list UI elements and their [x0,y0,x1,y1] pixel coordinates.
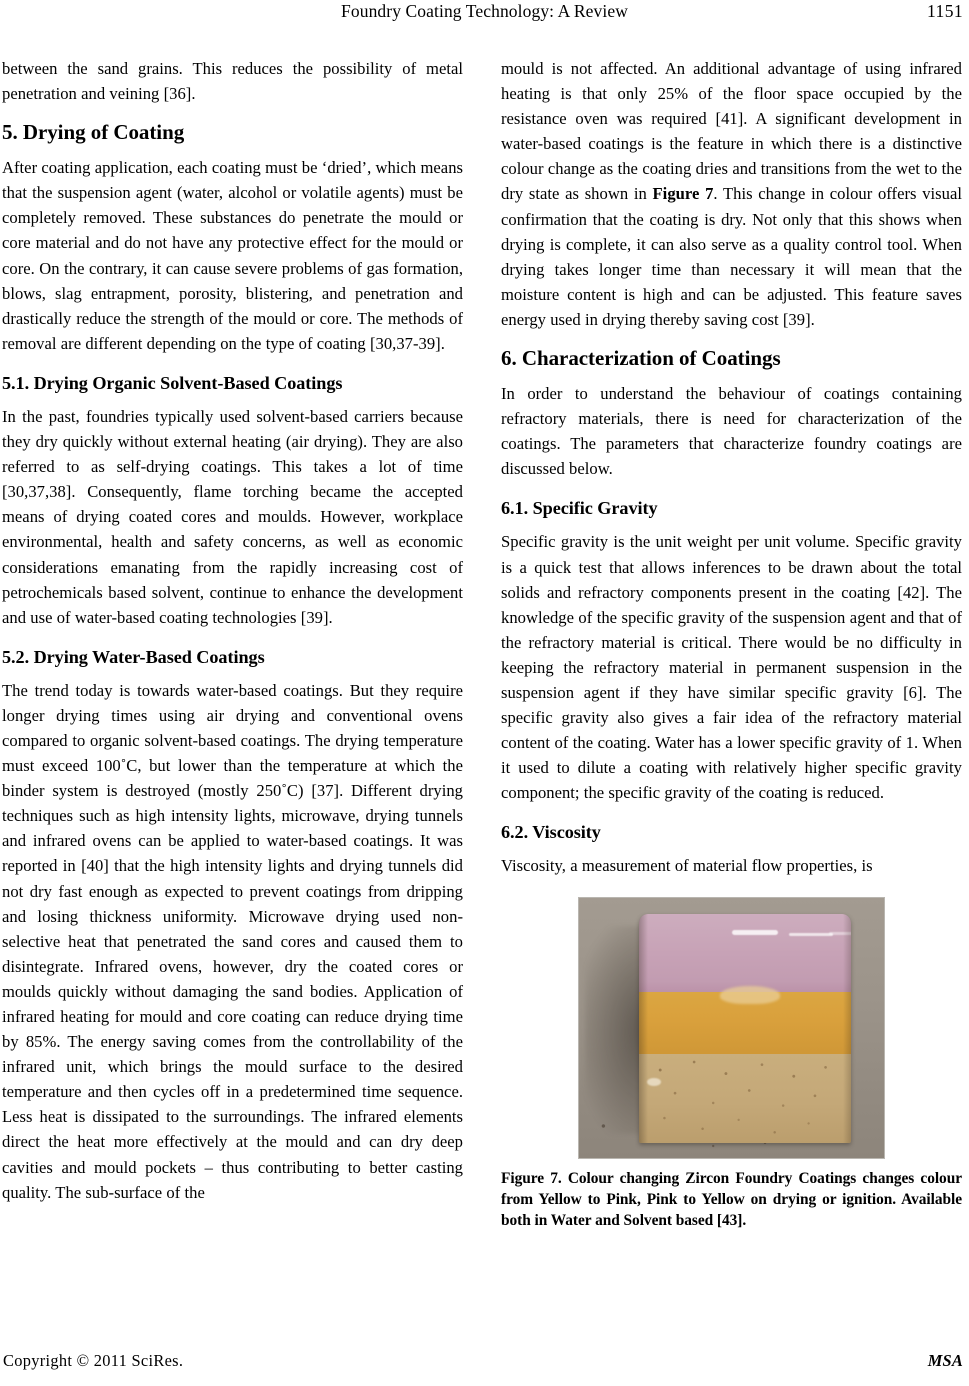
sand-body-layer [639,1054,851,1143]
heading-section-6-2: 6.2. Viscosity [501,822,601,843]
figure-7-photo [578,897,885,1159]
paragraph-section-6: In order to understand the behaviour of coatings containing refractory materials, there is need for characterization of the coatings. The parameters that characterize foundry coatings are discussed below. [501,384,962,479]
paragraph-section-5-1: In the past, foundries typically used solvent-based carriers because they dry quickly without external heating (air drying). They are also referred to as self-drying coatings. This takes a lot of time [30,37,38]. Consequently, flame torching became the accepted means of drying coated cores and moulds. However, workplace environmental, health and safety concerns, as well as economic considerations emanating from the rapidly increasing cost of petrochemicals based solvent, continue to enhance the development and use of water-based coating technologies [39]. [2,406,463,627]
heading-section-6-1: 6.1. Specific Gravity [501,498,658,519]
running-title: Foundry Coating Technology: A Review [341,1,628,21]
right-column [501,56,962,1232]
page-number: 1151 [927,1,963,21]
paragraph-continued-part-1: mould is not affected. An additional advantage of using infrared heating is that only 25% of the floor space occupied by the resistance oven was required [41]. A significant development in water-based coatings is the feature in which there is a distinctive colour change as the coating dries and transitions from the wet to the dry state as shown in [501,59,962,204]
heading-section-5-1: 5.1. Drying Organic Solvent-Based Coatings [2,372,343,393]
paragraph-section-5: After coating application, each coating must be ‘dried’, which means that the suspension agent (water, alcohol or volatile agents) must be completely removed. These substances do penetrate the mould or core material and do not have any protective effect for the mould or core. On the contrary, it can cause severe problems of gas formation, blows, slag entrapment, porosity, blistering, and penetration and drastically reduce the strength of the mould or core. The methods of removal are different depending on the type of coating [30,37-39]. [2,158,463,353]
heading-section-5-2: 5.2. Drying Water-Based Coatings [2,646,265,667]
journal-abbreviation: MSA [927,1351,963,1370]
heading-section-6: 6. Characterization of Coatings [501,346,781,371]
paragraph-section-6-1: Specific gravity is the unit weight per unit volume. Specific gravity is a quick test that allows inferences to be drawn about the total solids and refractory components present in the coating [42]. The knowledge of the specific gravity of the suspension agent and that of the refractory material is critical. There would be no difficulty in keeping the refractory material in permanent suspension in the suspension agent if they have similar specific gravity [6]. The specific gravity also gives a fair idea of the refractory material content of the coating. Water has a lower specific gravity of 1. When it used to dilute a coating with relatively higher specific gravity component; the specific gravity of the coating is reduced. [501,532,962,803]
paragraph-continued-from-previous-page: between the sand grains. This reduces the possibility of metal penetration and veining [36]. [2,59,463,104]
coated-sand-block [639,914,851,1143]
figure-7 [501,897,962,1232]
paragraph-section-5-2: The trend today is towards water-based coatings. But they require longer drying times using air drying and conventional ovens compared to organic solvent-based coatings. The drying temperature must exceed 100˚C, but lower than the temperature at which the binder system is destroyed (mostly 250˚C) [37]. Different drying techniques such as high intensity lights, microwave, drying tunnels and infrared ovens can be applied to water-based coatings. It was reported in [40] that the high intensity lights and drying tunnels did not dry fast enough as expected to prevent coatings from dripping and losing thickness uniformity. Microwave drying used non-selective heat that penetrated the sand cores and caused them to disintegrate. Infrared ovens, however, dry the coated cores or moulds quickly without damaging the sand bodies. Application of infrared heating for mould and core coating can reduce drying time by 85%. The energy saving comes from the controllability of the infrared unit, which brings the mould surface to the desired temperature and then cycles off in a predetermined time sequence. Less heat is dissipated to the surroundings. The infrared elements direct the heat more effectively at the mould and can dry deep cavities and mould pockets – thus contributing to better casting quality. The sub-surface of the [2,680,463,1202]
heading-section-5: 5. Drying of Coating [2,120,185,145]
copyright-notice: Copyright © 2011 SciRes. [3,1351,184,1370]
orange-coating-layer [639,992,851,1056]
paragraph-section-6-2: Viscosity, a measurement of material flow properties, is [501,856,873,876]
page-footer [0,1350,969,1374]
figure-7-inline-reference: Figure 7 [652,184,714,204]
pink-coating-layer [639,914,851,996]
figure-7-caption: Figure 7. Colour changing Zircon Foundry Coatings changes colour from Yellow to Pink, Pink to Yellow on drying or ignition. Available both in Water and Solvent based [43]. [501,1169,962,1230]
paragraph-continued-part-2: . This change in colour offers visual confirmation that the coating is dry. Not only that this shows when drying is complete, it can also serve as a quality control tool. When drying takes longer time than necessary it will mean that the moisture content is high and can be adjusted. This feature saves energy used in drying thereby saving cost [39]. [501,184,962,329]
article-body [0,56,969,1326]
page-header [0,0,969,30]
paragraph-continued-infrared [501,56,962,332]
left-column [2,56,463,1205]
block-left-shading [639,914,648,1143]
block-right-shading [843,914,851,1143]
